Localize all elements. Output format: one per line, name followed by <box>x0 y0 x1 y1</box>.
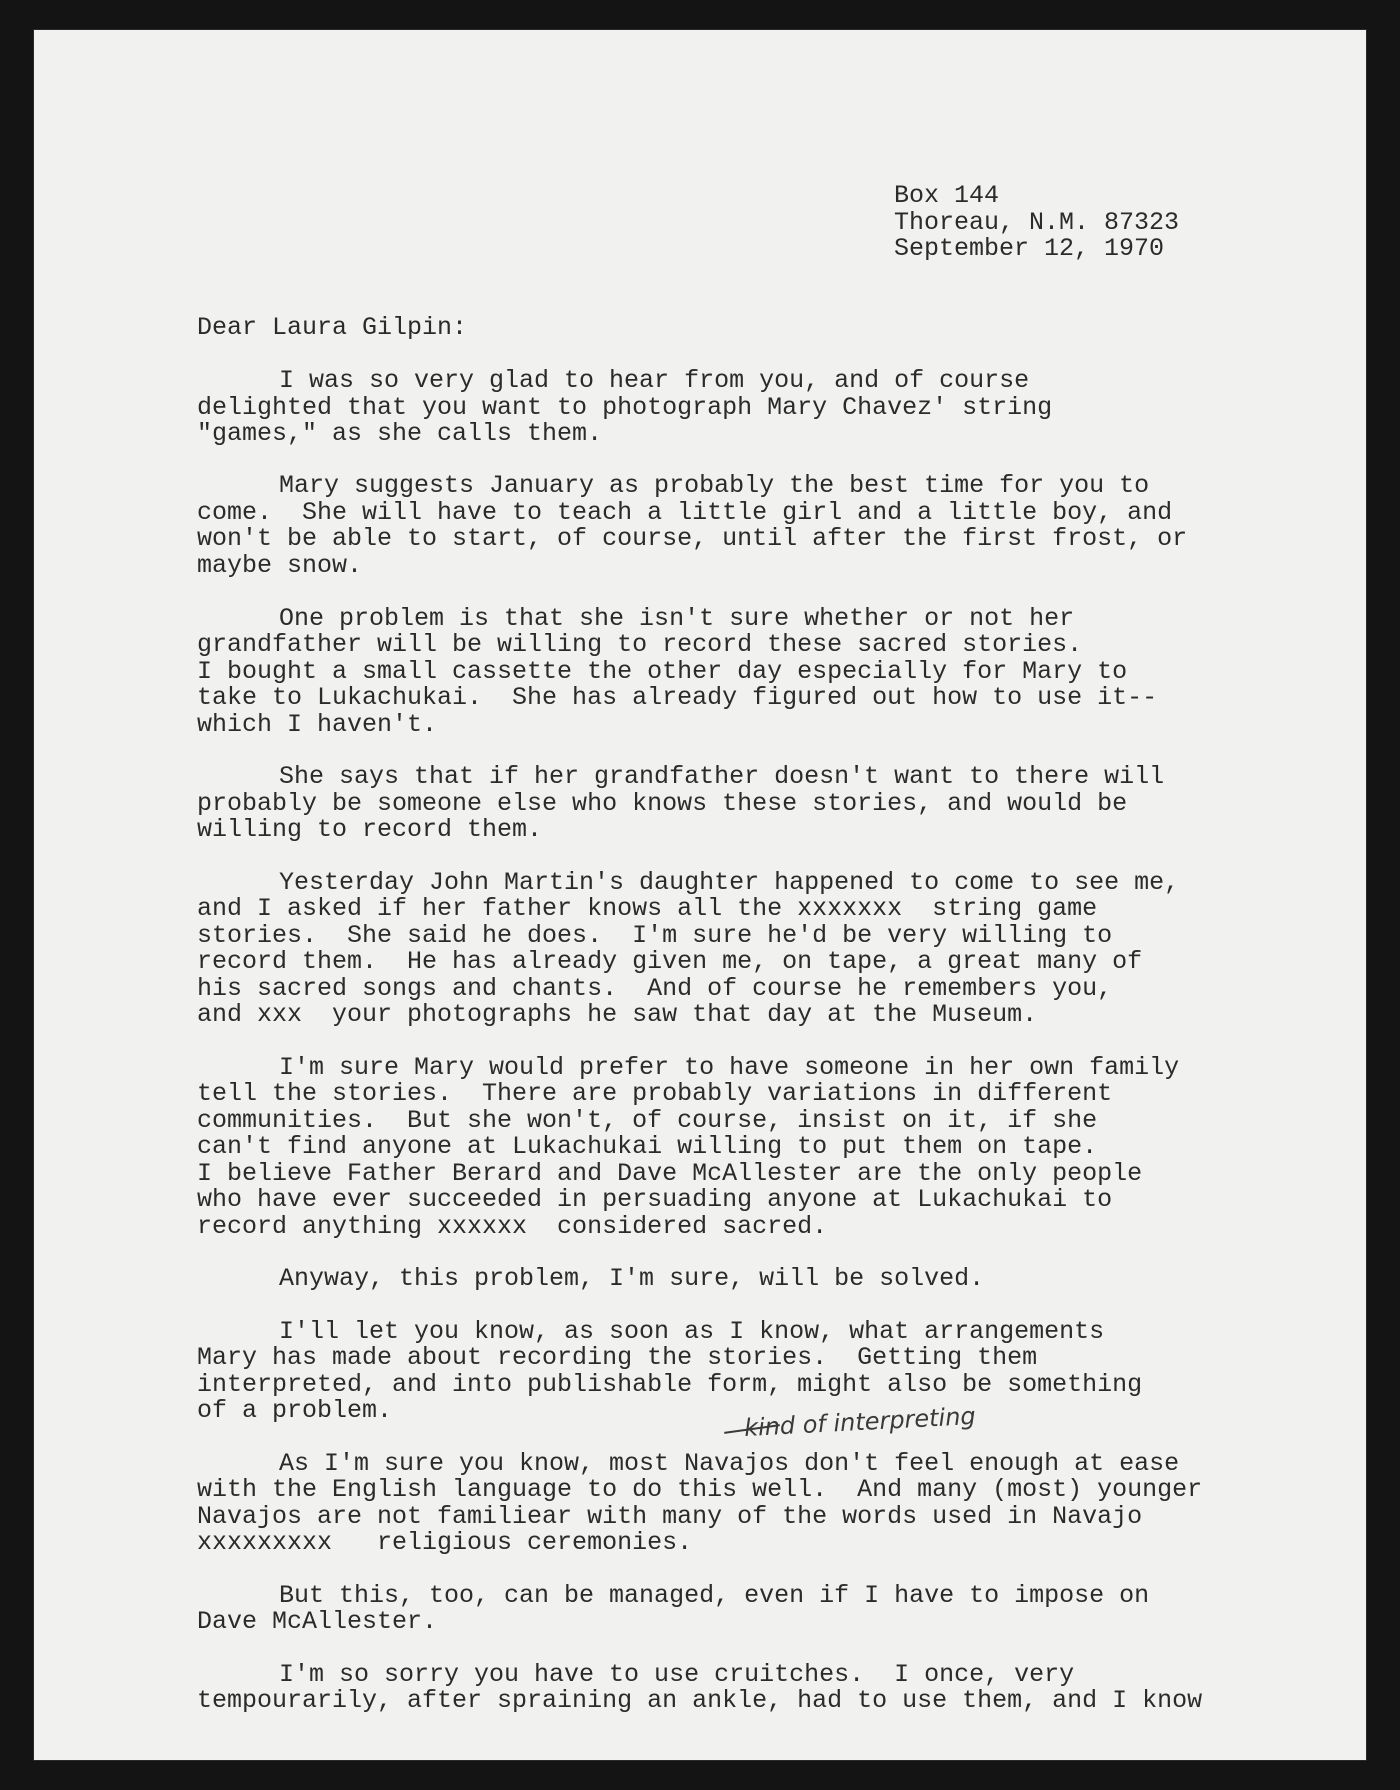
text-line: As I'm sure you know, most Navajos don't feel enough at ease <box>279 1449 1180 1478</box>
text-line: tell the stories. There are probably variations in different <box>197 1079 1113 1108</box>
text-line: grandfather will be willing to record these sacred stories. <box>197 630 1083 659</box>
text-line: can't find anyone at Lukachukai willing to put them on tape. <box>197 1132 1098 1161</box>
text-line: One problem is that she isn't sure whether or not her <box>279 604 1075 633</box>
text-line: I'm so sorry you have to use cruitches. I once, very <box>279 1660 1075 1689</box>
letter-page <box>34 30 1366 1760</box>
text-line: communities. But she won't, of course, insist on it, if she <box>197 1106 1098 1135</box>
text-line: Anyway, this problem, I'm sure, will be solved. <box>279 1264 985 1293</box>
text-line: I was so very glad to hear from you, and of course <box>279 366 1030 395</box>
text-line: come. She will have to teach a little girl and a little boy, and <box>197 498 1173 527</box>
text-line: I'll let you know, as soon as I know, what arrangements <box>279 1317 1105 1346</box>
text-line: and xxx your photographs he saw that day at the Museum. <box>197 1000 1038 1029</box>
text-line: who have ever succeeded in persuading anyone at Lukachukai to <box>197 1185 1113 1214</box>
text-line: his sacred songs and chants. And of course he remembers you, <box>197 974 1113 1003</box>
letter-body <box>34 30 1366 1760</box>
text-line: But this, too, can be managed, even if I have to impose on <box>279 1581 1150 1610</box>
text-line: of a problem. <box>197 1396 393 1425</box>
text-line: with the English language to do this well. And many (most) younger <box>197 1475 1203 1504</box>
text-line: xxxxxxxxx religious ceremonies. <box>197 1528 693 1557</box>
text-line: "games," as she calls them. <box>197 419 603 448</box>
text-line: record them. He has already given me, on tape, a great many of <box>197 947 1143 976</box>
text-line: interpreted, and into publishable form, might also be something <box>197 1370 1143 1399</box>
text-line: Mary has made about recording the stories. Getting them <box>197 1343 1038 1372</box>
text-line: won't be able to start, of course, until after the first frost, or <box>197 524 1188 553</box>
text-line: stories. She said he does. I'm sure he'd be very willing to <box>197 921 1113 950</box>
salutation: Dear Laura Gilpin: <box>197 313 468 342</box>
text-line: probably be someone else who knows these stories, and would be <box>197 789 1128 818</box>
text-line: Navajos are not familiear with many of the words used in Navajo <box>197 1502 1143 1531</box>
handwritten-annotation: kind of interpreting <box>743 1401 977 1443</box>
text-line: She says that if her grandfather doesn't want to there will <box>279 762 1165 791</box>
text-line: tempourarily, after spraining an ankle, had to use them, and I know <box>197 1686 1203 1715</box>
text-line: maybe snow. <box>197 551 363 580</box>
text-line: Mary suggests January as probably the best time for you to <box>279 471 1150 500</box>
text-line: take to Lukachukai. She has already figured out how to use it-- <box>197 683 1158 712</box>
text-line: I bought a small cassette the other day especially for Mary to <box>197 657 1128 686</box>
text-line: willing to record them. <box>197 815 543 844</box>
address-line: Thoreau, N.M. 87323 <box>894 208 1180 237</box>
date-line: September 12, 1970 <box>894 234 1165 263</box>
text-line: Dave McAllester. <box>197 1607 438 1636</box>
text-line: which I haven't. <box>197 710 438 739</box>
text-line: record anything xxxxxx considered sacred. <box>197 1212 828 1241</box>
text-line: Yesterday John Martin's daughter happened to come to see me, <box>279 868 1180 897</box>
text-line: I'm sure Mary would prefer to have someone in her own family <box>279 1053 1180 1082</box>
text-line: delighted that you want to photograph Mary Chavez' string <box>197 393 1053 422</box>
text-line: I believe Father Berard and Dave McAllester are the only people <box>197 1159 1143 1188</box>
address-line: Box 144 <box>894 181 1000 210</box>
text-line: and I asked if her father knows all the xxxxxxx string game <box>197 894 1098 923</box>
